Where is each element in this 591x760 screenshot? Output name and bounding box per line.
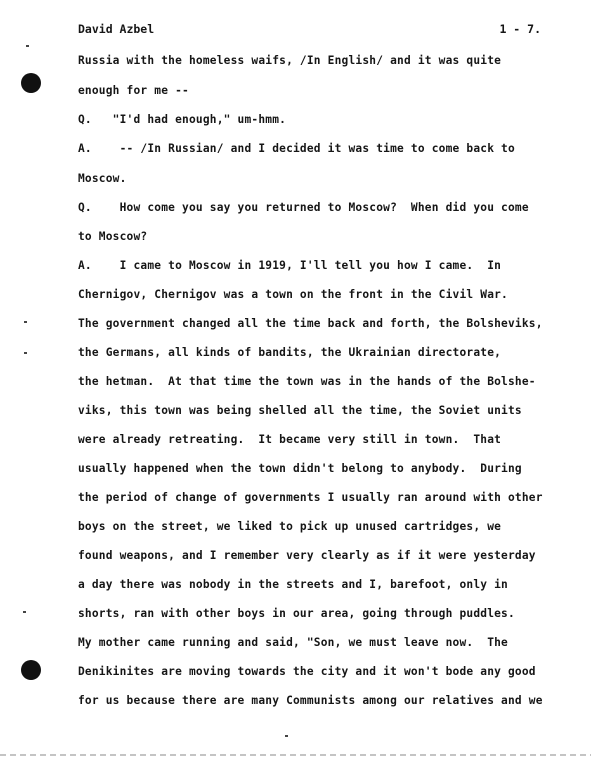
- page-number: 1 - 7.: [499, 22, 541, 36]
- text-line: were already retreating. It became very still in town. That: [78, 433, 502, 446]
- page-header-name: David Azbel: [78, 22, 155, 36]
- text-line: the Germans, all kinds of bandits, the Ukrainian directorate,: [78, 346, 502, 359]
- scan-edge: [0, 754, 591, 756]
- text-line: the hetman. At that time the town was in the hands of the Bolshe-: [78, 375, 536, 388]
- text-line: Moscow.: [78, 172, 127, 185]
- text-line: the period of change of governments I usually ran around with other: [78, 491, 543, 504]
- scan-speck: [26, 45, 29, 47]
- scan-speck: [23, 611, 26, 613]
- punch-hole: [21, 660, 41, 680]
- text-line: found weapons, and I remember very clearly as if it were yesterday: [78, 549, 536, 562]
- text-line: Denikinites are moving towards the city and it won't bode any good: [78, 665, 536, 678]
- text-line: viks, this town was being shelled all the time, the Soviet units: [78, 404, 522, 417]
- text-line: usually happened when the town didn't belong to anybody. During: [78, 462, 522, 475]
- text-line: boys on the street, we liked to pick up unused cartridges, we: [78, 520, 502, 533]
- text-line: a day there was nobody in the streets and I, barefoot, only in: [78, 578, 508, 591]
- text-line: shorts, ran with other boys in our area, going through puddles.: [78, 607, 515, 620]
- scan-speck: [285, 735, 288, 737]
- text-line: Q. How come you say you returned to Moscow? When did you come: [78, 201, 529, 214]
- text-line: to Moscow?: [78, 230, 148, 243]
- scan-speck: [24, 321, 27, 323]
- text-line: Chernigov, Chernigov was a town on the front in the Civil War.: [78, 288, 508, 301]
- text-line: for us because there are many Communists among our relatives and we: [78, 694, 543, 707]
- text-line: enough for me --: [78, 84, 189, 97]
- punch-hole: [21, 73, 41, 93]
- text-line: A. -- /In Russian/ and I decided it was time to come back to: [78, 142, 515, 155]
- text-line: The government changed all the time back and forth, the Bolsheviks,: [78, 317, 543, 330]
- text-line: My mother came running and said, "Son, we must leave now. The: [78, 636, 508, 649]
- text-line: Russia with the homeless waifs, /In English/ and it was quite: [78, 54, 502, 67]
- text-line: A. I came to Moscow in 1919, I'll tell you how I came. In: [78, 259, 502, 272]
- text-line: Q. "I'd had enough," um-hmm.: [78, 113, 287, 126]
- scan-speck: [24, 352, 27, 354]
